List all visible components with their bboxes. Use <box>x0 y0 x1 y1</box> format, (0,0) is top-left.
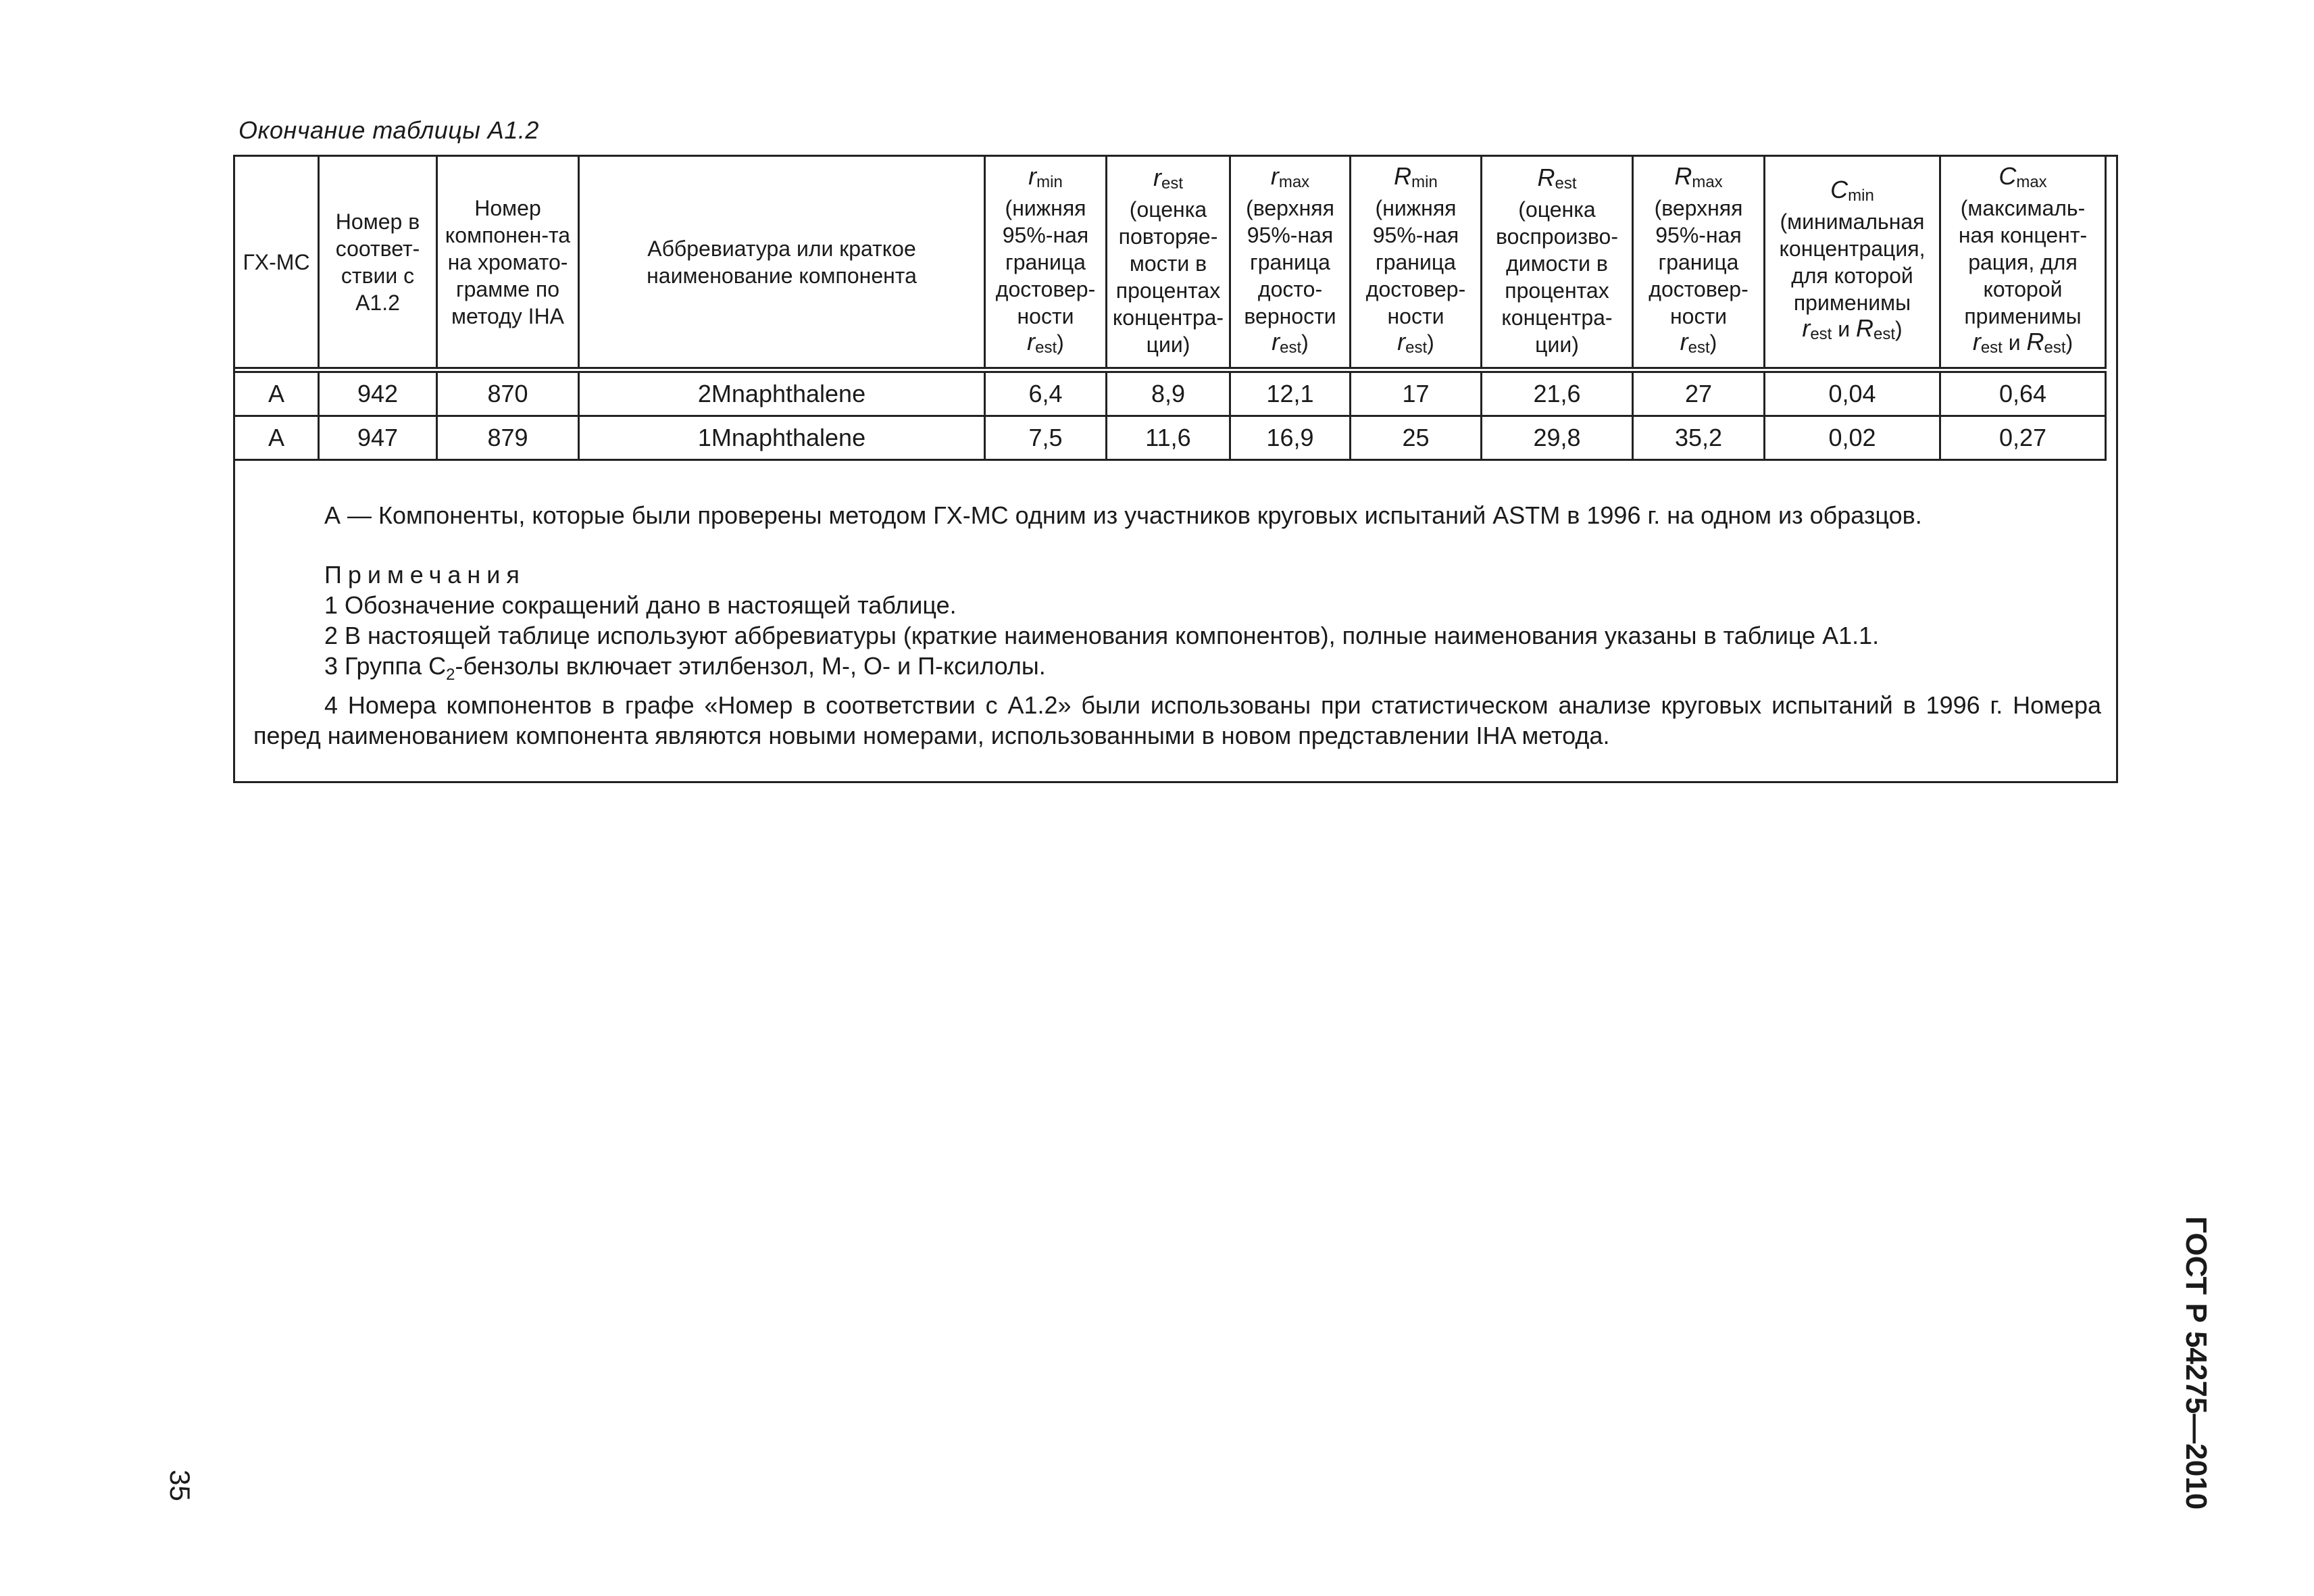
notes-heading: Примечания <box>324 561 526 589</box>
header-Cmin: Cmin (минимальная концентрация, для которой применимы rest и Rest) <box>1765 156 1940 370</box>
cell-rest: 8,9 <box>1107 370 1230 416</box>
header-rest: rest (оценка повторяе-мости в процентах концентра-ции) <box>1107 156 1230 370</box>
table-row <box>234 416 2106 460</box>
cell-number: 947 <box>319 416 437 460</box>
header-gcms: ГХ-МС <box>234 156 319 370</box>
cell-Rmax: 27 <box>1633 370 1765 416</box>
cell-chromatogram: 870 <box>437 370 579 416</box>
table-header-row <box>234 156 2106 370</box>
cell-rmin: 6,4 <box>985 370 1107 416</box>
header-abbreviation: Аббревиатура или краткое наименование компонента <box>579 156 985 370</box>
cell-rmax: 16,9 <box>1230 416 1351 460</box>
footnote-a-text: А — Компоненты, которые были проверены методом ГХ-МС одним из участников круговых испытаний ASTM в 1996 г. на одном из образцов. <box>324 501 1922 529</box>
header-rmax: rmax (верхняя 95%-ная граница досто-верности rest) <box>1230 156 1351 370</box>
note-1: 1 Обозначение сокращений дано в настоящей таблице. <box>324 591 957 619</box>
header-chromatogram: Номер компонен-та на хромато-грамме по методу IHA <box>437 156 579 370</box>
cell-Rest: 21,6 <box>1482 370 1633 416</box>
header-rmin: rmin (нижняя 95%-ная граница достовер-ности rest) <box>985 156 1107 370</box>
cell-rmin: 7,5 <box>985 416 1107 460</box>
standard-code: ГОСТ Р 54275—2010 <box>2180 1216 2213 1510</box>
footnote-a <box>253 500 2101 530</box>
cell-Cmax: 0,27 <box>1940 416 2106 460</box>
cell-Rest: 29,8 <box>1482 416 1633 460</box>
table-row <box>234 370 2106 416</box>
cell-rest: 11,6 <box>1107 416 1230 460</box>
cell-chromatogram: 879 <box>437 416 579 460</box>
cell-Rmin: 25 <box>1351 416 1482 460</box>
note-4: 4 Номера компонентов в графе «Номер в соответствии с А1.2» были использованы при статистическом анализе круговых испытаний в 1996 г. Номера перед наименованием компонента являются новыми номерами, использованными в новом представлении IHA метода. <box>253 691 2109 750</box>
note-3: 3 Группа $С_2$-бензолы включает этилбензол, М-, О- и П-ксилолы. <box>324 652 1046 684</box>
cell-abbreviation: 2Mnaphthalene <box>579 370 985 416</box>
header-Rest: Rest (оценка воспроизво-димости в процентах концентра-ции) <box>1482 156 1633 370</box>
cell-Rmax: 35,2 <box>1633 416 1765 460</box>
cell-abbreviation: 1Mnaphthalene <box>579 416 985 460</box>
note-2: 2 В настоящей таблице используют аббревиатуры (краткие наименования компонентов), полные наименования указаны в таблице А1.1. <box>324 622 1880 649</box>
header-Cmax: Cmax (максималь-ная концент-рация, для которой применимы rest и Rest) <box>1940 156 2106 370</box>
table-caption: Окончание таблицы А1.2 <box>238 116 539 144</box>
cell-Rmin: 17 <box>1351 370 1482 416</box>
cell-gcms: А <box>234 370 319 416</box>
cell-number: 942 <box>319 370 437 416</box>
cell-Cmin: 0,02 <box>1765 416 1940 460</box>
page-number: 35 <box>164 1470 196 1501</box>
header-number: Номер в соответ-ствии с А1.2 <box>319 156 437 370</box>
header-Rmin: Rmin (нижняя 95%-ная граница достовер-ности rest) <box>1351 156 1482 370</box>
cell-Cmin: 0,04 <box>1765 370 1940 416</box>
data-table <box>233 155 2107 461</box>
header-Rmax: Rmax (верхняя 95%-ная граница достовер-ности rest) <box>1633 156 1765 370</box>
cell-gcms: А <box>234 416 319 460</box>
notes-section <box>253 559 2109 751</box>
cell-Cmax: 0,64 <box>1940 370 2106 416</box>
cell-rmax: 12,1 <box>1230 370 1351 416</box>
